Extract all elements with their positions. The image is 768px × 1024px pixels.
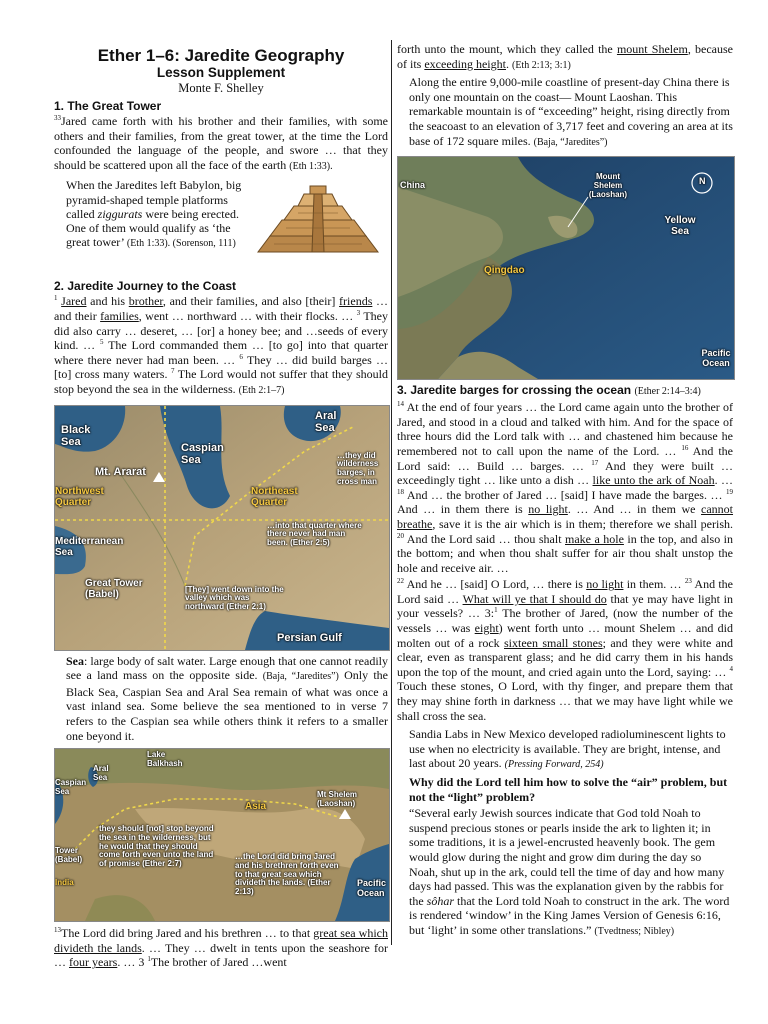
- verse-13-paragraph: $^{13}$The Lord did bring Jared and his brethren … to that great sea which divideth the lands. … They … dwelt in tents upon the seashore for … four years. … 3 $^1$The brother of Jared …went: [54, 926, 388, 970]
- sea-definition: Sea: large body of salt water. Large enough that one cannot readily see a land mass on the opposite side. (Baja, “Jaredites”) Only the Black Sea, Caspian Sea and Aral Sea remain of what was once a vast inland sea. Some believe the sea mentioned to in verse 7 refers to the Caspian sea while others think it refers to a smaller one beyond it.: [66, 653, 388, 743]
- right-column: [397, 42, 733, 940]
- asia-route-map: [54, 748, 390, 922]
- map-label-asia: Asia: [245, 801, 267, 813]
- page-subtitle: Lesson Supplement: [156, 65, 286, 80]
- mount-shelem-paragraph: forth unto the mount, which they called the mount Shelem, because of its exceeding height. (Eth 2:13; 3:1): [397, 42, 733, 71]
- section-heading-barges: 3. Jaredite barges for crossing the ocean (Ether 2:14–3:4): [397, 383, 701, 398]
- map-label-mediterranean: Mediterranean Sea: [55, 535, 124, 558]
- light-paragraph: $^{22}$ And he … [said] O Lord, … there is no light in them. … $^{23}$ And the Lord said … What will ye that I should do that ye may have light in your vessels? … 3:$^1$ The brother of Jared, (now the number of the vessels … was eight) went forth unto … mount Shelem … and did molten out of a rock sixteen small stones; and they were white and clear, even as transparent glass; and he did carry them in his hands upon the top of the mount, and cried again unto the Lord, saying: … $^4$ Touch these stones, O Lord, with thy finger, and prepare them that they may shine forth in darkness … that we may have light while we shall cross the sea.: [397, 577, 733, 723]
- map-label-great-tower: Great Tower (Babel): [85, 577, 143, 600]
- map-label-caspian-sea-2: Caspian Sea: [55, 778, 87, 796]
- ziggurat-note-block: [54, 178, 388, 276]
- map-callout-bring: …the Lord did bring Jared and his brethren forth even to that great sea which divideth the lands. (Ether 2:13): [235, 852, 339, 897]
- map-label-mount-shelem: Mount Shelem (Laoshan): [588, 172, 628, 199]
- ziggurat-note: When the Jaredites left Babylon, big pyramid-shaped temple platforms called ziggurats were being erected. One of them would qualify as ‘the great tower’ (Eth 1:33). (Sorenson, 111): [66, 178, 242, 250]
- map-label-china: China: [400, 180, 426, 191]
- map-label-caspian-sea: Caspian Sea: [181, 441, 224, 466]
- laoshan-note: Along the entire 9,000-mile coastline of present-day China there is only one mountain on the coast— Mount Laoshan. This remarkable mountain is of “exceeding” height, rising directly from the seacoast to an elevation of 3,717 feet and covering an area at its base of 172 square miles. (Baja, “Jaredites”): [409, 75, 733, 148]
- china-coast-map: [397, 156, 735, 380]
- map-callout-valley: [They] went down into the valley which was northward (Ether 2:1): [185, 584, 284, 612]
- map-label-aral-sea-2: Aral Sea: [93, 764, 109, 782]
- map-label-mt-shelem: Mt Shelem (Laoshan): [317, 790, 358, 808]
- map-label-mt-ararat: Mt. Ararat: [95, 465, 146, 478]
- map-callout-barges: …they did wilderness barges, in cross man: [337, 450, 379, 486]
- noah-quote: “Several early Jewish sources indicate that God told Noah to suspend precious stones or pearls inside the ark to lighten it; in some traditions, it is a jewel-encrusted heavenly book. The gem would glow during the night and grow dim during the day so Noah, shut up in the ark, could tell the time of day and how many days had passed. This was the explanation given by the rabbis for the sôhar that the Lord told Noah to construct in the ark. The word is rendered ‘window’ in the King James Version of Genesis 6:16, but ‘light’ in some other translations.” (Tvedtness; Nibley): [409, 806, 730, 937]
- map-label-lake-balkhash: Lake Balkhash: [147, 750, 183, 768]
- map-callout-quarter: …into that quarter where there never had man been. (Ether 2:5): [267, 520, 362, 548]
- barges-paragraph: $^{14}$ At the end of four years … the Lord came again unto the brother of Jared, and stood in a cloud and talked with him. And for the space of three hours did the Lord talk with … and chastened him because he remembered not to call upon the name of the Lord. … $^{16}$ And the Lord said: … Build … barges. … $^{17}$ And they were built … exceedingly tight … like unto a dish … like unto the ark of Noah. … $^{18}$ And … the brother of Jared … [said] I have made the barges. … $^{19}$ And … in them there is no light. … And … in them we cannot breathe, save it is the air which is in them; therefore we shall perish. $^{20}$ And the Lord said … thou shalt make a hole in the top, and also in the bottom; and when thou shalt suffer for air thou shalt unstop the hole and receive air. …: [397, 400, 734, 575]
- north-arrow-icon: N: [699, 176, 706, 187]
- journey-paragraph: $^1$ Jared and his brother, and their families, and also [their] friends … and their families, went … northward … with their flocks. … $^3$ They did also carry … deseret, … [or] a honey bee; and …seeds of every kind. … $^5$ The Lord commanded them … [to go] into that quarter where there never had man been. … $^6$ They … did build barges … [to] cross many waters. $^7$ The Lord would not suffer that they should stop beyond the sea in the wilderness. (Eth 2:1–7): [54, 294, 389, 396]
- ziggurat-image: [254, 180, 382, 260]
- map-label-aral-sea: Aral Sea: [315, 409, 337, 434]
- map-label-yellow-sea: Yellow Sea: [664, 215, 696, 238]
- map-label-black-sea: Black Sea: [61, 423, 91, 448]
- column-divider: [391, 40, 392, 945]
- page-title: Ether 1–6: Jaredite Geography: [97, 46, 345, 65]
- middle-east-map: [54, 405, 390, 651]
- map-label-pacific: Pacific Ocean: [357, 878, 387, 898]
- why-question: Why did the Lord tell him how to solve the “air” problem, but not the “light” problem?: [409, 775, 728, 804]
- left-column: [54, 38, 388, 970]
- map-label-pacific-ocean: Pacific Ocean: [701, 348, 731, 369]
- section-heading-great-tower: 1. The Great Tower: [54, 99, 162, 113]
- map-label-tower: Tower (Babel): [55, 846, 83, 864]
- map-label-persian-gulf: Persian Gulf: [277, 631, 342, 644]
- map-label-india: India: [55, 878, 74, 888]
- section-heading-journey: 2. Jaredite Journey to the Coast: [54, 279, 237, 294]
- author-name: Monte F. Shelley: [178, 81, 264, 95]
- great-tower-paragraph: $^{33}$Jared came forth with his brother and their families, with some others and their families, from the great tower, at the time the Lord confounded the language of the people, and swore … that they should be scattered upon all the face of the earth (Eth 1:33).: [54, 114, 388, 172]
- map-callout-stop: they should [not] stop beyond the sea in the wilderness, but he would that they should come forth even unto the land of promise (Ether 2:7): [99, 824, 214, 869]
- map-label-qingdao: Qingdao: [484, 265, 525, 277]
- map-label-northwest-quarter: Northwest Quarter: [55, 485, 104, 508]
- sandia-note: Sandia Labs in New Mexico developed radioluminescent lights to use when no electricity is available. They are bright, intense, and last about 20 years. (Pressing Forward, 254): [409, 727, 726, 771]
- map-label-northeast-quarter: Northeast Quarter: [251, 485, 298, 508]
